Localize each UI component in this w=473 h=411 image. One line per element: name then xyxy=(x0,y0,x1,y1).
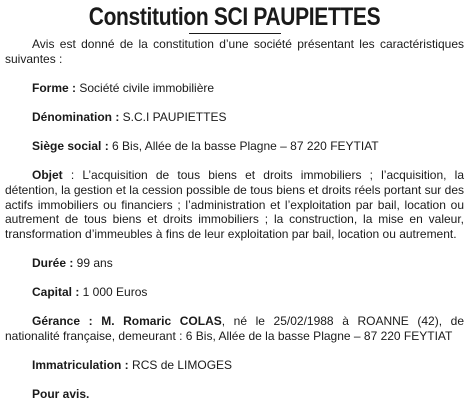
capital-line xyxy=(5,285,464,300)
duree-label: Durée : xyxy=(32,255,74,270)
denomination-label: Dénomination : xyxy=(32,109,120,124)
gerance-value: , né le 25/02/1988 à ROANNE (42), de nationalité française, demeurant : 6 Bis, Allée de la basse Plagne – 87 220 FEYTIAT xyxy=(5,314,465,343)
duree-value: 99 ans xyxy=(73,255,113,270)
gerance-paragraph xyxy=(5,314,464,343)
notice-title: Constitution SCI PAUPIETTES xyxy=(88,3,381,31)
closing-line: Pour avis. xyxy=(32,387,90,402)
denomination-value: S.C.I PAUPIETTES xyxy=(119,109,227,124)
siege-social-line xyxy=(5,139,464,154)
objet-paragraph xyxy=(5,168,464,241)
title-underline xyxy=(189,33,281,34)
objet-label: Objet xyxy=(32,168,63,183)
duree-line xyxy=(5,256,464,271)
gerance-label: Gérance : xyxy=(32,314,93,329)
capital-label: Capital : xyxy=(32,285,80,300)
capital-value: 1 000 Euros xyxy=(79,285,148,300)
objet-value: : L’acquisition de tous biens et droits immobiliers ; l’acquisition, la détention, la gestion et la cession possible de tous biens et droits réels portant sur des actifs immobiliers ou financiers ; l’administration et l’exploitation par bail, location ou autrement de tous biens et droits immobiliers ; la construction, la mise en valeur, transformation d’immeubles à fins de leur exploitation par bail, location ou autrement. xyxy=(5,168,464,241)
gerant-name: M. Romaric COLAS xyxy=(92,314,222,329)
denomination-line xyxy=(5,110,464,125)
intro-paragraph: Avis est donné de la constitution d’une société présentant les caractéristiques suivantes : xyxy=(5,37,464,66)
immatriculation-value: RCS de LIMOGES xyxy=(128,358,233,373)
siege-social-value: 6 Bis, Allée de la basse Plagne – 87 220 FEYTIAT xyxy=(108,139,379,154)
immatriculation-line xyxy=(5,358,464,373)
forme-line xyxy=(5,81,464,96)
forme-label: Forme : xyxy=(32,80,77,95)
forme-value: Société civile immobilière xyxy=(76,80,215,95)
siege-social-label: Siège social : xyxy=(32,139,109,154)
immatriculation-label: Immatriculation : xyxy=(32,358,129,373)
